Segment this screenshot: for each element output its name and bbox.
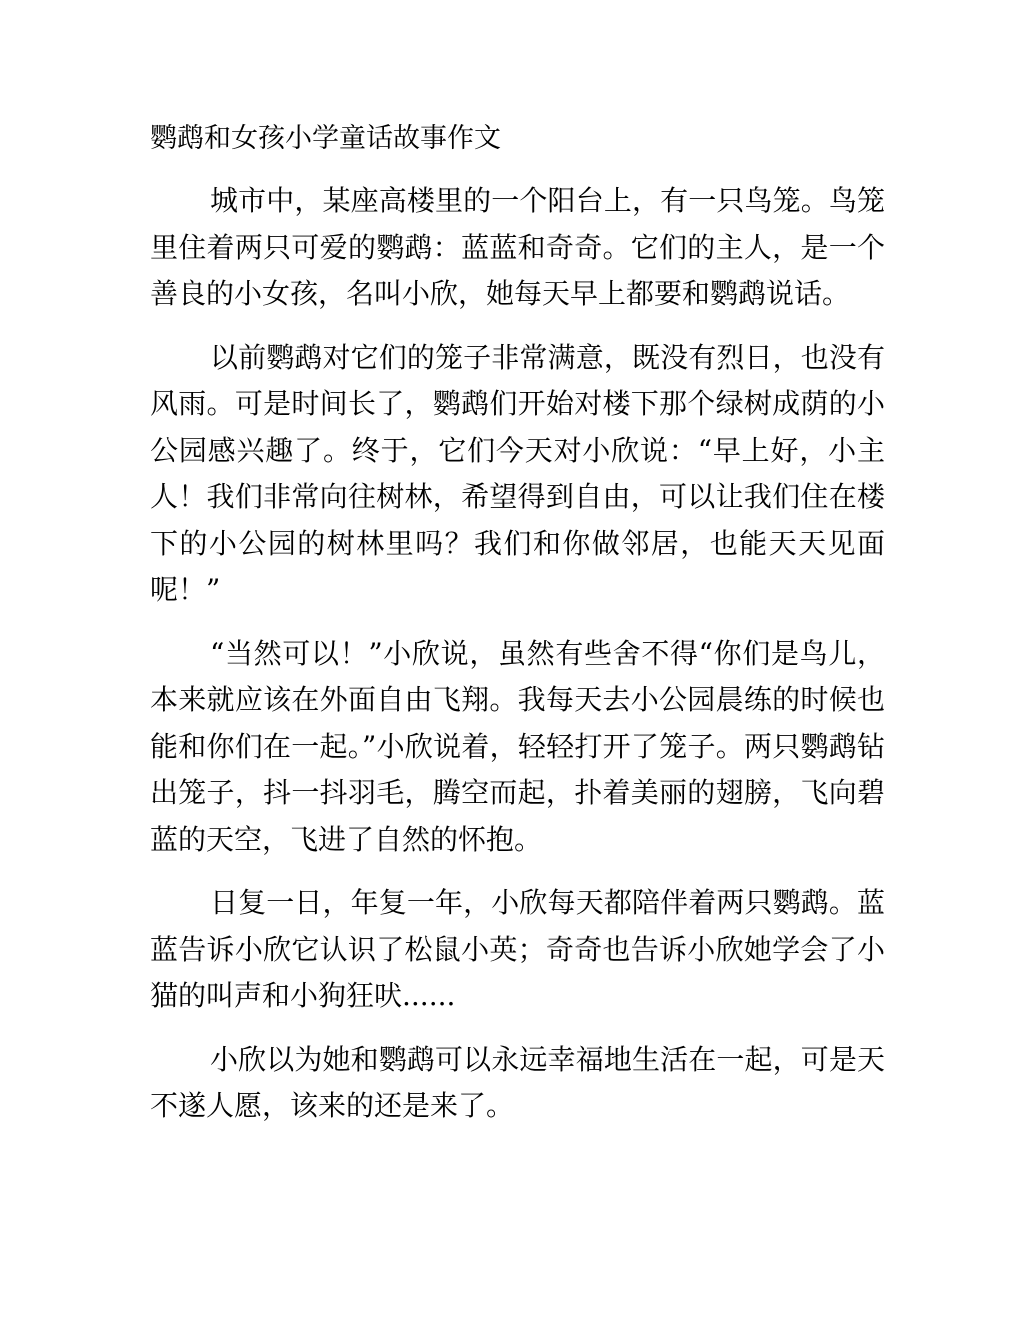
document-body	[150, 178, 885, 1147]
paragraph: 城市中，某座高楼里的一个阳台上，有一只鸟笼。鸟笼里住着两只可爱的鹦鹉：蓝蓝和奇奇。它们的主人，是一个善良的小女孩，名叫小欣，她每天早上都要和鹦鹉说话。	[150, 184, 885, 310]
paragraph: 以前鹦鹉对它们的笼子非常满意，既没有烈日，也没有风雨。可是时间长了，鹦鹉们开始对楼下那个绿树成荫的小公园感兴趣了。终于，它们今天对小欣说：“早上好，小主人！我们非常向往树林，希望得到自由，可以让我们住在楼下的小公园的树林里吗？我们和你做邻居，也能天天见面呢！”	[150, 340, 885, 606]
document-title: 鹦鹉和女孩小学童话故事作文	[150, 123, 501, 154]
paragraph: 日复一日，年复一年，小欣每天都陪伴着两只鹦鹉。蓝蓝告诉小欣它认识了松鼠小英；奇奇也告诉小欣她学会了小猫的叫声和小狗狂吠......	[150, 886, 885, 1012]
paragraph: “当然可以！”小欣说，虽然有些舍不得“你们是鸟儿，本来就应该在外面自由飞翔。我每天去小公园晨练的时候也能和你们在一起。”小欣说着，轻轻打开了笼子。两只鹦鹉钻出笼子，抖一抖羽毛，腾空而起，扑着美丽的翅膀，飞向碧蓝的天空，飞进了自然的怀抱。	[150, 636, 885, 856]
paragraph: 小欣以为她和鹦鹉可以永远幸福地生活在一起，可是天不遂人愿，该来的还是来了。	[150, 1042, 885, 1122]
